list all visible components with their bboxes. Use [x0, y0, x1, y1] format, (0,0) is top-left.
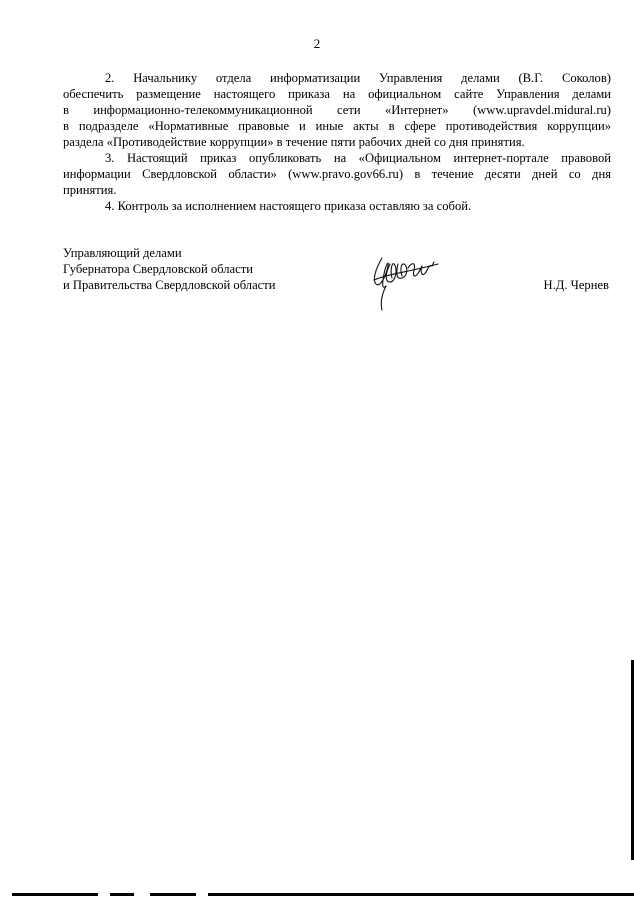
- paragraph-2: [63, 70, 611, 150]
- signatory-title-line: Губернатора Свердловской области: [63, 262, 253, 276]
- footer-rule: [208, 893, 634, 896]
- signer-name: Н.Д. Чернев: [543, 278, 609, 292]
- signatory-title-line: и Правительства Свердловской области: [63, 278, 276, 292]
- page-number: 2: [313, 36, 321, 51]
- handwritten-signature: [368, 250, 448, 314]
- text-line: 4. Контроль за исполнением настоящего приказа оставляю за собой.: [105, 199, 472, 213]
- paragraph-3: [63, 150, 611, 198]
- footer-rule: [150, 893, 196, 896]
- signatory-title-line: Управляющий делами: [63, 246, 182, 260]
- footer-rule: [110, 893, 134, 896]
- text-line: 3. Настоящий приказ опубликовать на «Официальном интернет-портале правовой: [105, 151, 611, 165]
- signatory-title: [63, 245, 276, 293]
- footer-rule: [12, 893, 98, 896]
- document-body: [63, 70, 611, 214]
- text-line: в информационно-телекоммуникационной сети «Интернет» (www.upravdel.midural.ru): [63, 103, 611, 117]
- text-line: обеспечить размещение настоящего приказа на официальном сайте Управления делами: [63, 87, 611, 101]
- text-line: принятия.: [63, 183, 117, 197]
- text-line: информации Свердловской области» (www.pravo.gov66.ru) в течение десяти дней со дня: [63, 167, 611, 181]
- text-line: в подразделе «Нормативные правовые и иные акты в сфере противодействия коррупции»: [63, 119, 611, 133]
- text-line: раздела «Противодействие коррупции» в течение пяти рабочих дней со дня принятия.: [63, 135, 525, 149]
- text-line: 2. Начальнику отдела информатизации Управления делами (В.Г. Соколов): [105, 71, 611, 85]
- paragraph-4: [63, 198, 611, 214]
